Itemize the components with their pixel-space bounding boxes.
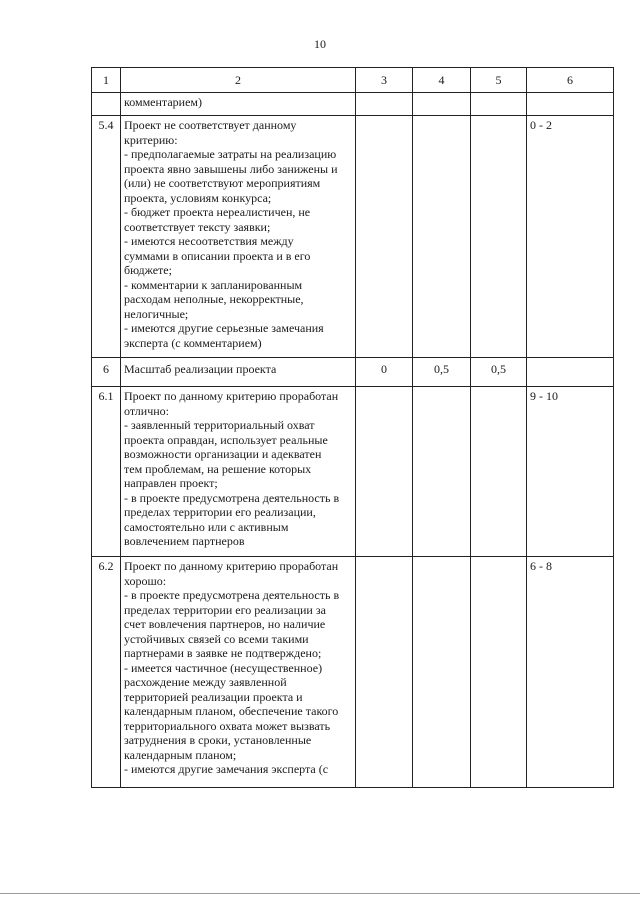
table-row <box>92 387 614 557</box>
row-number: 6 <box>92 358 121 387</box>
table-row <box>92 116 614 358</box>
table-row <box>92 557 614 788</box>
column-3-value <box>356 93 413 116</box>
column-header-1: 1 <box>92 68 121 93</box>
row-number: 5.4 <box>92 116 121 358</box>
row-number: 6.1 <box>92 387 121 557</box>
table-row <box>92 358 614 387</box>
column-5-value <box>471 93 527 116</box>
scan-edge-divider <box>0 893 640 894</box>
criteria-table <box>91 67 614 788</box>
column-5-value <box>471 387 527 557</box>
criterion-text: комментарием) <box>121 93 356 116</box>
column-3-value <box>356 116 413 358</box>
table-row <box>92 93 614 116</box>
column-4-value <box>413 116 471 358</box>
score-range: 9 - 10 <box>527 387 614 557</box>
score-range: 6 - 8 <box>527 557 614 788</box>
criterion-text: Проект не соответствует данному критерию: - предполагаемые затраты на реализацию проекта явно завышены либо занижены и (или) не соответствуют мероприятиям проекта, условиям конкурса; - бюджет проекта нереалистичен, не соответствует тексту заявки; - имеются несоответствия между суммами в описании проекта и в его бюджете; - комментарии к запланированным расходам неполные, некорректные, нелогичные; - имеются другие серьезные замечания эксперта (с комментарием) <box>121 116 356 358</box>
page-number: 10 <box>314 37 326 51</box>
column-header-4: 4 <box>413 68 471 93</box>
score-range: 0 - 2 <box>527 116 614 358</box>
criterion-text: Проект по данному критерию проработан хорошо: - в проекте предусмотрена деятельность в пределах территории его реализации за счет вовлечения партнеров, но наличие устойчивых связей со всеми такими партнерами в заявке не подтверждено; - имеется частичное (несущественное) расхождение между заявленной территорией реализации проекта и календарным планом, обеспечение такого территориального охвата может вызвать затруднения в сроки, установленные календарным планом; - имеются другие замечания эксперта (с <box>121 557 356 788</box>
column-3-value <box>356 557 413 788</box>
column-4-value <box>413 557 471 788</box>
criterion-text: Проект по данному критерию проработан отлично: - заявленный территориальный охват проекта оправдан, использует реальные возможности организации и адекватен тем проблемам, на решение которых направлен проект; - в проекте предусмотрена деятельность в пределах территории его реализации, самостоятельно или с активным вовлечением партнеров <box>121 387 356 557</box>
column-header-6: 6 <box>527 68 614 93</box>
column-4-value <box>413 387 471 557</box>
column-5-value <box>471 116 527 358</box>
column-4-value <box>413 93 471 116</box>
column-header-5: 5 <box>471 68 527 93</box>
score-range <box>527 358 614 387</box>
row-number <box>92 93 121 116</box>
column-4-value: 0,5 <box>413 358 471 387</box>
criterion-text: Масштаб реализации проекта <box>121 358 356 387</box>
column-3-value: 0 <box>356 358 413 387</box>
column-header-3: 3 <box>356 68 413 93</box>
column-5-value: 0,5 <box>471 358 527 387</box>
column-header-2: 2 <box>121 68 356 93</box>
score-range <box>527 93 614 116</box>
row-number: 6.2 <box>92 557 121 788</box>
column-3-value <box>356 387 413 557</box>
column-5-value <box>471 557 527 788</box>
table-header-row <box>92 68 614 93</box>
